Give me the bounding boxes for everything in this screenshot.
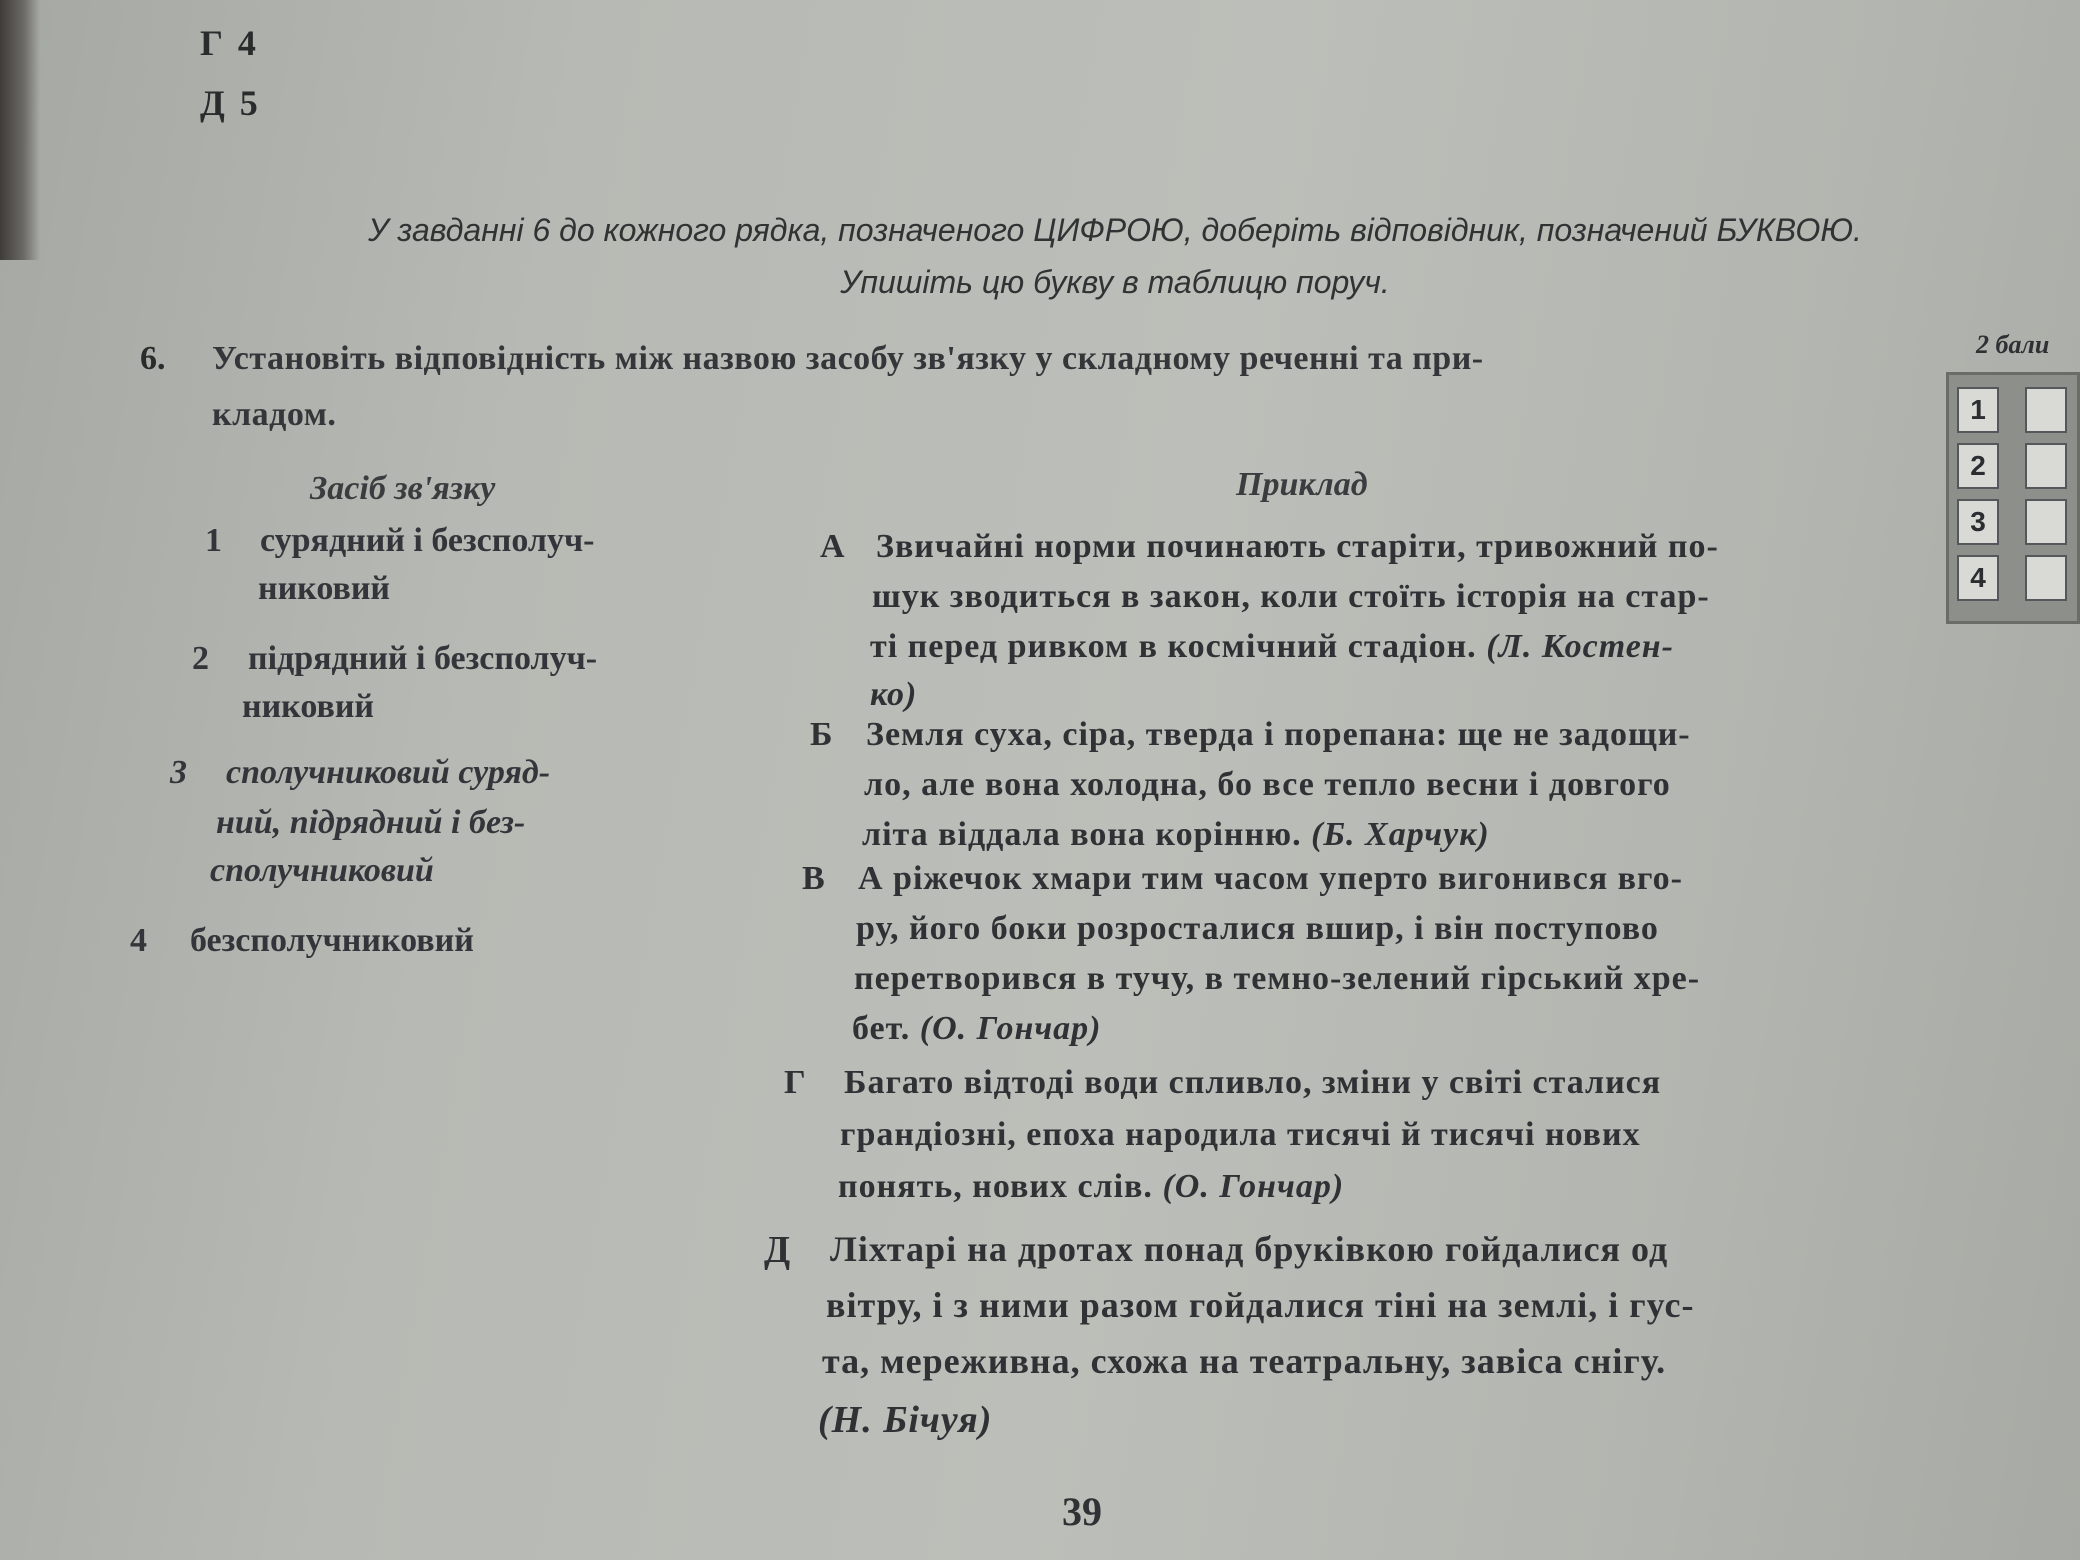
- example-a-line-4: ко): [870, 676, 918, 713]
- example-g-letter: Г: [784, 1064, 806, 1101]
- page-edge-shadow: [0, 0, 40, 260]
- example-v-line-3: перетворився в тучу, в темно-зелений гірський хре-: [854, 960, 1701, 997]
- example-d-line-2: вітру, і з ними разом гойдалися тіні на землі, і гус-: [826, 1285, 1695, 1325]
- example-v-line-1: А ріжечок хмари тим часом уперто вигонився вго-: [858, 860, 1683, 897]
- option-2-line-1: підрядний і безсполуч-: [248, 640, 598, 677]
- example-a-letter: А: [820, 528, 845, 565]
- example-v-line-4: [852, 1010, 1102, 1048]
- example-b-author: (Б. Харчук): [1311, 816, 1490, 853]
- instruction-line-2: Упишіть цю букву в таблицю поруч.: [840, 264, 1390, 300]
- task-number: 6.: [140, 340, 166, 377]
- option-3-line-2: ний, підрядний і без-: [216, 804, 526, 841]
- answer-grid-input-3[interactable]: [2025, 499, 2067, 545]
- example-g-author: (О. Гончар): [1162, 1168, 1345, 1205]
- option-1-line-2: никовий: [258, 570, 391, 607]
- answer-grid-row-label: 3: [1957, 499, 1999, 545]
- option-3-line-1: сполучниковий суряд-: [226, 754, 551, 791]
- previous-answer-letter: Д: [200, 83, 228, 123]
- option-1-number: 1: [205, 522, 222, 559]
- right-column-heading: Приклад: [1236, 466, 1368, 503]
- example-b-line-3-text: літа віддала вона корінню.: [862, 816, 1302, 853]
- example-b-line-2: ло, але вона холодна, бо все тепло весни і довгого: [864, 766, 1671, 803]
- example-v-author: (О. Гончар): [919, 1010, 1102, 1047]
- option-4-number: 4: [130, 922, 147, 959]
- task-text-line-1: Установіть відповідність між назвою засобу зв'язку у складному реченні та при-: [212, 340, 1484, 377]
- answer-grid: [1946, 372, 2080, 624]
- answer-grid-row-label: 2: [1957, 443, 1999, 489]
- points-label: 2 бали: [1976, 330, 2050, 359]
- instruction-line-1: У завданні 6 до кожного рядка, позначеного ЦИФРОЮ, доберіть відповідник, позначений БУКВОЮ.: [368, 212, 1862, 248]
- previous-answer-d: [200, 82, 261, 124]
- example-g-line-2: грандіозні, епоха народила тисячі й тисячі нових: [840, 1116, 1641, 1153]
- example-g-line-3: [838, 1168, 1344, 1206]
- example-a-line-2: шук зводиться в закон, коли стоїть історія на стар-: [872, 578, 1710, 615]
- answer-grid-row-label: 4: [1957, 555, 1999, 601]
- option-3-line-3: сполучниковий: [210, 852, 434, 889]
- answer-grid-input-4[interactable]: [2025, 555, 2067, 601]
- example-a-line-3: [870, 628, 1674, 666]
- example-d-letter: Д: [764, 1229, 791, 1271]
- example-v-line-2: ру, його боки розросталися вшир, і він поступово: [856, 910, 1659, 947]
- answer-grid-input-1[interactable]: [2025, 387, 2067, 433]
- page-number: 39: [1062, 1489, 1102, 1534]
- example-d-line-1: Ліхтарі на дротах понад бруківкою гойдалися од: [830, 1229, 1669, 1269]
- option-1-line-1: сурядний і безсполуч-: [260, 522, 595, 559]
- example-v-letter: В: [802, 860, 825, 897]
- option-4-line-1: безсполучниковий: [190, 922, 474, 959]
- task-text-line-2: кладом.: [212, 396, 337, 433]
- example-v-line-4-text: бет.: [852, 1010, 911, 1047]
- example-d-author: (Н. Бічуя): [818, 1399, 993, 1441]
- answer-grid-input-2[interactable]: [2025, 443, 2067, 489]
- previous-answer-letter: Г: [200, 23, 226, 63]
- left-column-heading: Засіб зв'язку: [310, 470, 496, 507]
- previous-answer-g: [200, 22, 259, 64]
- example-a-line-3-text: ті перед ривком в космічний стадіон.: [870, 628, 1477, 665]
- previous-answer-number: 5: [239, 83, 261, 123]
- option-2-line-2: никовий: [242, 688, 375, 725]
- example-b-line-3: [862, 816, 1490, 854]
- example-g-line-1: Багато відтоді води спливло, зміни у світі сталися: [844, 1064, 1662, 1101]
- previous-answer-number: 4: [237, 23, 259, 63]
- answer-grid-row-label: 1: [1957, 387, 1999, 433]
- option-3-number: 3: [170, 754, 187, 791]
- example-a-line-1: Звичайні норми починають старіти, тривожний по-: [876, 528, 1719, 565]
- example-d-line-3: та, мереживна, схожа на театральну, завіса снігу.: [822, 1341, 1667, 1381]
- option-2-number: 2: [192, 640, 209, 677]
- example-b-line-1: Земля суха, сіра, тверда і порепана: ще не задощи-: [866, 716, 1691, 753]
- example-b-letter: Б: [810, 716, 833, 753]
- example-a-author: (Л. Костен-: [1486, 628, 1674, 665]
- example-g-line-3-text: понять, нових слів.: [838, 1168, 1153, 1205]
